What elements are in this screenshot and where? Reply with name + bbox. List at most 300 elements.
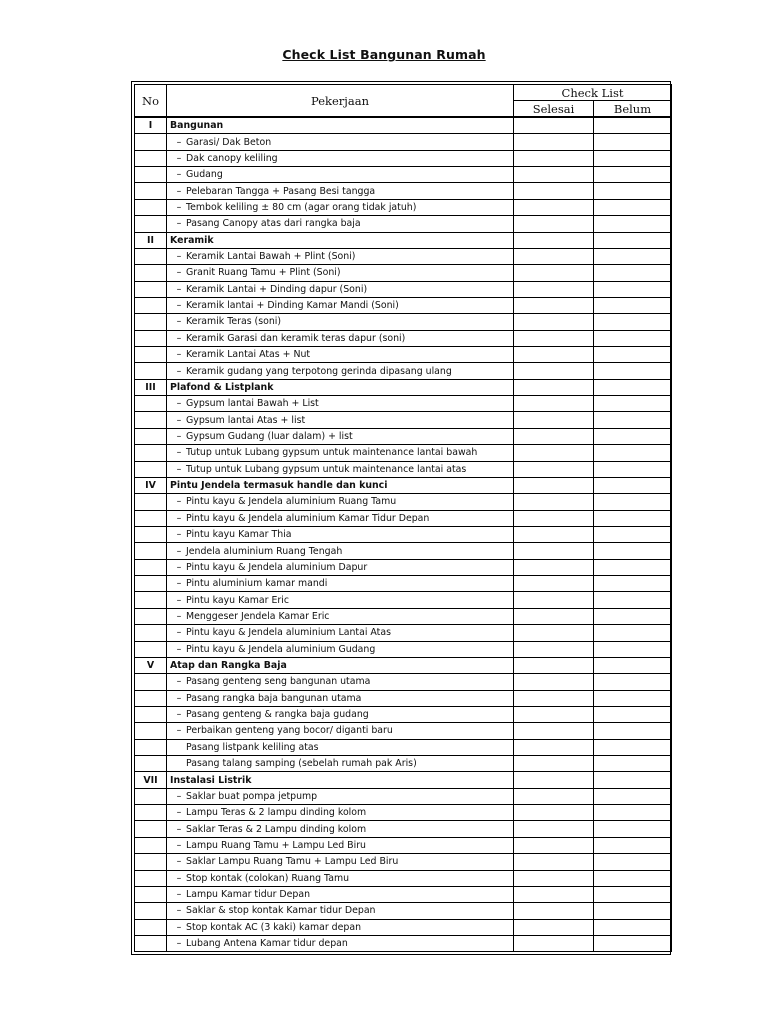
row-text: Lampu Ruang Tamu + Lampu Led Biru: [186, 839, 366, 851]
row-number: [135, 543, 167, 559]
section-row: [135, 379, 672, 395]
row-text: Tembok keliling ± 80 cm (agar orang tidak jatuh): [186, 201, 417, 213]
selesai-checkbox-cell[interactable]: [514, 428, 594, 444]
row-number: V: [135, 657, 167, 673]
row-text: Pasang genteng seng bangunan utama: [186, 676, 371, 688]
row-text: Pintu Jendela termasuk handle dan kunci: [170, 480, 388, 492]
row-text: Stop kontak (colokan) Ruang Tamu: [186, 872, 350, 884]
row-number: [135, 576, 167, 592]
selesai-checkbox-cell[interactable]: [514, 265, 594, 281]
row-pekerjaan: [167, 428, 514, 444]
table-row: [135, 625, 672, 641]
row-pekerjaan: [167, 706, 514, 722]
row-text: Tutup untuk Lubang gypsum untuk maintenance lantai bawah: [186, 447, 478, 459]
selesai-checkbox-cell[interactable]: [514, 183, 594, 199]
row-text: Granit Ruang Tamu + Plint (Soni): [186, 267, 341, 279]
row-number: [135, 216, 167, 232]
row-text: Pintu kayu Kamar Thia: [186, 529, 292, 541]
row-pekerjaan: [167, 641, 514, 657]
belum-checkbox-cell[interactable]: [594, 886, 672, 902]
selesai-checkbox-cell[interactable]: [514, 150, 594, 166]
table-row: [135, 854, 672, 870]
belum-checkbox-cell[interactable]: [594, 232, 672, 248]
selesai-checkbox-cell[interactable]: [514, 690, 594, 706]
row-pekerjaan: [167, 494, 514, 510]
selesai-checkbox-cell[interactable]: [514, 330, 594, 346]
selesai-checkbox-cell[interactable]: [514, 216, 594, 232]
row-text: Keramik: [170, 234, 214, 246]
belum-checkbox-cell[interactable]: [594, 739, 672, 755]
table-row: [135, 150, 672, 166]
selesai-checkbox-cell[interactable]: [514, 837, 594, 853]
belum-checkbox-cell[interactable]: [594, 461, 672, 477]
row-text: Atap dan Rangka Baja: [170, 660, 287, 672]
belum-checkbox-cell[interactable]: [594, 576, 672, 592]
row-pekerjaan: [167, 608, 514, 624]
row-text: Instalasi Listrik: [170, 774, 252, 786]
row-pekerjaan: [167, 117, 514, 134]
selesai-checkbox-cell[interactable]: [514, 821, 594, 837]
row-pekerjaan: [167, 150, 514, 166]
row-number: [135, 281, 167, 297]
bullet-dash: –: [176, 872, 182, 884]
table-row: [135, 756, 672, 772]
table-row: [135, 821, 672, 837]
section-row: [135, 477, 672, 493]
row-number: [135, 330, 167, 346]
belum-checkbox-cell[interactable]: [594, 854, 672, 870]
row-number: [135, 314, 167, 330]
selesai-checkbox-cell[interactable]: [514, 739, 594, 755]
row-pekerjaan: [167, 674, 514, 690]
bullet-dash: –: [176, 627, 182, 639]
belum-checkbox-cell[interactable]: [594, 428, 672, 444]
belum-checkbox-cell[interactable]: [594, 625, 672, 641]
row-pekerjaan: [167, 756, 514, 772]
belum-checkbox-cell[interactable]: [594, 674, 672, 690]
bullet-dash: –: [176, 267, 182, 279]
row-number: [135, 854, 167, 870]
table-row: [135, 870, 672, 886]
table-row: [135, 576, 672, 592]
belum-checkbox-cell[interactable]: [594, 690, 672, 706]
selesai-checkbox-cell[interactable]: [514, 494, 594, 510]
row-pekerjaan: [167, 837, 514, 853]
selesai-checkbox-cell[interactable]: [514, 117, 594, 134]
section-row: [135, 772, 672, 788]
row-text: Lubang Antena Kamar tidur depan: [186, 938, 348, 950]
belum-checkbox-cell[interactable]: [594, 347, 672, 363]
row-pekerjaan: [167, 183, 514, 199]
bullet-dash: –: [176, 136, 182, 148]
row-text: Keramik Lantai + Dinding dapur (Soni): [186, 283, 368, 295]
row-number: [135, 903, 167, 919]
selesai-checkbox-cell[interactable]: [514, 232, 594, 248]
belum-checkbox-cell[interactable]: [594, 526, 672, 542]
belum-checkbox-cell[interactable]: [594, 903, 672, 919]
row-text: Pintu kayu & Jendela aluminium Gudang: [186, 643, 376, 655]
table-row: [135, 281, 672, 297]
selesai-checkbox-cell[interactable]: [514, 788, 594, 804]
bullet-dash: –: [176, 594, 182, 606]
row-pekerjaan: [167, 347, 514, 363]
row-pekerjaan: [167, 886, 514, 902]
bullet-dash: –: [176, 512, 182, 524]
selesai-checkbox-cell[interactable]: [514, 199, 594, 215]
header-pekerjaan: Pekerjaan: [167, 85, 514, 118]
bullet-dash: –: [176, 300, 182, 312]
row-text: Saklar Lampu Ruang Tamu + Lampu Led Biru: [186, 856, 399, 868]
row-number: [135, 805, 167, 821]
row-number: [135, 919, 167, 935]
bullet-dash: –: [176, 839, 182, 851]
selesai-checkbox-cell[interactable]: [514, 510, 594, 526]
table-row: [135, 706, 672, 722]
selesai-checkbox-cell[interactable]: [514, 363, 594, 379]
row-number: [135, 183, 167, 199]
belum-checkbox-cell[interactable]: [594, 477, 672, 493]
row-number: [135, 396, 167, 412]
table-row: [135, 412, 672, 428]
row-number: [135, 935, 167, 951]
belum-checkbox-cell[interactable]: [594, 657, 672, 673]
row-pekerjaan: [167, 559, 514, 575]
row-pekerjaan: [167, 788, 514, 804]
row-number: [135, 199, 167, 215]
row-number: IV: [135, 477, 167, 493]
selesai-checkbox-cell[interactable]: [514, 903, 594, 919]
selesai-checkbox-cell[interactable]: [514, 608, 594, 624]
belum-checkbox-cell[interactable]: [594, 183, 672, 199]
table-row: [135, 903, 672, 919]
selesai-checkbox-cell[interactable]: [514, 347, 594, 363]
belum-checkbox-cell[interactable]: [594, 379, 672, 395]
bullet-dash: –: [176, 218, 182, 230]
belum-checkbox-cell[interactable]: [594, 134, 672, 150]
header-belum: Belum: [594, 101, 672, 118]
selesai-checkbox-cell[interactable]: [514, 935, 594, 951]
belum-checkbox-cell[interactable]: [594, 314, 672, 330]
table-row: [135, 461, 672, 477]
belum-checkbox-cell[interactable]: [594, 297, 672, 313]
belum-checkbox-cell[interactable]: [594, 363, 672, 379]
row-text: Keramik Garasi dan keramik teras dapur (soni): [186, 332, 406, 344]
belum-checkbox-cell[interactable]: [594, 870, 672, 886]
row-pekerjaan: [167, 232, 514, 248]
table-row: [135, 592, 672, 608]
bullet-dash: –: [176, 283, 182, 295]
row-number: [135, 821, 167, 837]
belum-checkbox-cell[interactable]: [594, 167, 672, 183]
belum-checkbox-cell[interactable]: [594, 592, 672, 608]
selesai-checkbox-cell[interactable]: [514, 919, 594, 935]
selesai-checkbox-cell[interactable]: [514, 723, 594, 739]
selesai-checkbox-cell[interactable]: [514, 625, 594, 641]
belum-checkbox-cell[interactable]: [594, 788, 672, 804]
bullet-dash: –: [176, 201, 182, 213]
bullet-dash: –: [176, 545, 182, 557]
selesai-checkbox-cell[interactable]: [514, 281, 594, 297]
belum-checkbox-cell[interactable]: [594, 330, 672, 346]
selesai-checkbox-cell[interactable]: [514, 592, 594, 608]
header-no: No: [135, 85, 167, 118]
row-text: Keramik Lantai Atas + Nut: [186, 349, 311, 361]
table-row: [135, 330, 672, 346]
row-number: [135, 837, 167, 853]
table-row: [135, 510, 672, 526]
bullet-dash: –: [176, 856, 182, 868]
row-text: Garasi/ Dak Beton: [186, 136, 272, 148]
row-text: Pintu kayu & Jendela aluminium Ruang Tamu: [186, 496, 397, 508]
belum-checkbox-cell[interactable]: [594, 723, 672, 739]
bullet-dash: –: [176, 905, 182, 917]
belum-checkbox-cell[interactable]: [594, 821, 672, 837]
table-row: [135, 674, 672, 690]
row-text: Keramik gudang yang terpotong gerinda dipasang ulang: [186, 365, 452, 377]
selesai-checkbox-cell[interactable]: [514, 412, 594, 428]
row-pekerjaan: [167, 723, 514, 739]
row-pekerjaan: [167, 297, 514, 313]
selesai-checkbox-cell[interactable]: [514, 870, 594, 886]
row-pekerjaan: [167, 461, 514, 477]
row-pekerjaan: [167, 625, 514, 641]
table-row: [135, 690, 672, 706]
row-number: I: [135, 117, 167, 134]
checklist-table-frame: [131, 81, 671, 955]
selesai-checkbox-cell[interactable]: [514, 297, 594, 313]
selesai-checkbox-cell[interactable]: [514, 576, 594, 592]
row-number: [135, 739, 167, 755]
row-text: Pasang Canopy atas dari rangka baja: [186, 218, 361, 230]
bullet-dash: –: [176, 398, 182, 410]
selesai-checkbox-cell[interactable]: [514, 167, 594, 183]
row-text: Pintu kayu & Jendela aluminium Lantai Atas: [186, 627, 391, 639]
bullet-dash: –: [176, 349, 182, 361]
row-pekerjaan: [167, 739, 514, 755]
belum-checkbox-cell[interactable]: [594, 494, 672, 510]
selesai-checkbox-cell[interactable]: [514, 657, 594, 673]
belum-checkbox-cell[interactable]: [594, 772, 672, 788]
row-pekerjaan: [167, 935, 514, 951]
table-row: [135, 167, 672, 183]
bullet-dash: –: [176, 561, 182, 573]
row-text: Dak canopy keliling: [186, 152, 278, 164]
row-number: [135, 150, 167, 166]
row-text: Bangunan: [170, 120, 224, 132]
belum-checkbox-cell[interactable]: [594, 117, 672, 134]
document-title: Check List Bangunan Rumah: [282, 47, 486, 62]
selesai-checkbox-cell[interactable]: [514, 461, 594, 477]
bullet-dash: –: [176, 447, 182, 459]
table-row: [135, 805, 672, 821]
row-pekerjaan: [167, 477, 514, 493]
row-number: [135, 347, 167, 363]
row-number: [135, 265, 167, 281]
belum-checkbox-cell[interactable]: [594, 445, 672, 461]
table-row: [135, 428, 672, 444]
row-number: [135, 461, 167, 477]
bullet-dash: –: [176, 414, 182, 426]
row-text: Keramik Lantai Bawah + Plint (Soni): [186, 251, 356, 263]
bullet-dash: –: [176, 692, 182, 704]
row-text: Gypsum lantai Atas + list: [186, 414, 306, 426]
row-number: [135, 674, 167, 690]
table-row: [135, 526, 672, 542]
row-pekerjaan: [167, 576, 514, 592]
row-text: Pintu kayu & Jendela aluminium Kamar Tidur Depan: [186, 512, 430, 524]
selesai-checkbox-cell[interactable]: [514, 477, 594, 493]
selesai-checkbox-cell[interactable]: [514, 674, 594, 690]
row-pekerjaan: [167, 772, 514, 788]
row-number: VII: [135, 772, 167, 788]
row-number: [135, 641, 167, 657]
row-text: Pintu aluminium kamar mandi: [186, 578, 328, 590]
row-text: Saklar buat pompa jetpump: [186, 790, 318, 802]
table-row: [135, 363, 672, 379]
belum-checkbox-cell[interactable]: [594, 919, 672, 935]
row-number: [135, 167, 167, 183]
row-number: [135, 592, 167, 608]
selesai-checkbox-cell[interactable]: [514, 543, 594, 559]
row-text: Pasang genteng & rangka baja gudang: [186, 709, 369, 721]
table-row: [135, 134, 672, 150]
row-pekerjaan: [167, 854, 514, 870]
belum-checkbox-cell[interactable]: [594, 150, 672, 166]
selesai-checkbox-cell[interactable]: [514, 396, 594, 412]
section-row: [135, 117, 672, 134]
row-pekerjaan: [167, 445, 514, 461]
row-number: [135, 134, 167, 150]
selesai-checkbox-cell[interactable]: [514, 854, 594, 870]
selesai-checkbox-cell[interactable]: [514, 805, 594, 821]
row-text: Tutup untuk Lubang gypsum untuk maintenance lantai atas: [186, 463, 467, 475]
row-text: Pintu kayu & Jendela aluminium Dapur: [186, 561, 368, 573]
row-pekerjaan: [167, 821, 514, 837]
header-selesai: Selesai: [514, 101, 594, 118]
selesai-checkbox-cell[interactable]: [514, 379, 594, 395]
row-number: [135, 428, 167, 444]
belum-checkbox-cell[interactable]: [594, 935, 672, 951]
belum-checkbox-cell[interactable]: [594, 248, 672, 264]
row-number: [135, 363, 167, 379]
selesai-checkbox-cell[interactable]: [514, 559, 594, 575]
row-number: [135, 445, 167, 461]
belum-checkbox-cell[interactable]: [594, 837, 672, 853]
bullet-dash: –: [176, 431, 182, 442]
row-text: Lampu Kamar tidur Depan: [186, 889, 311, 901]
row-pekerjaan: [167, 870, 514, 886]
belum-checkbox-cell[interactable]: [594, 396, 672, 412]
row-text: Keramik Teras (soni): [186, 316, 282, 328]
table-row: [135, 788, 672, 804]
belum-checkbox-cell[interactable]: [594, 559, 672, 575]
bullet-dash: –: [176, 921, 182, 933]
row-number: [135, 625, 167, 641]
row-text: Gudang: [186, 169, 223, 181]
bullet-dash: –: [176, 643, 182, 655]
bullet-dash: –: [176, 578, 182, 590]
belum-checkbox-cell[interactable]: [594, 543, 672, 559]
bullet-dash: –: [176, 790, 182, 802]
row-text: Pasang talang samping (sebelah rumah pak Aris): [186, 758, 417, 770]
row-text: Saklar & stop kontak Kamar tidur Depan: [186, 905, 376, 917]
row-number: [135, 526, 167, 542]
belum-checkbox-cell[interactable]: [594, 641, 672, 657]
header-checklist: Check List: [514, 85, 672, 101]
table-row: [135, 641, 672, 657]
row-number: [135, 870, 167, 886]
belum-checkbox-cell[interactable]: [594, 265, 672, 281]
row-pekerjaan: [167, 314, 514, 330]
selesai-checkbox-cell[interactable]: [514, 445, 594, 461]
row-number: III: [135, 379, 167, 395]
selesai-checkbox-cell[interactable]: [514, 526, 594, 542]
selesai-checkbox-cell[interactable]: [514, 641, 594, 657]
bullet-dash: –: [176, 725, 182, 737]
row-number: [135, 494, 167, 510]
bullet-dash: –: [176, 529, 182, 541]
row-pekerjaan: [167, 543, 514, 559]
belum-checkbox-cell[interactable]: [594, 608, 672, 624]
belum-checkbox-cell[interactable]: [594, 216, 672, 232]
belum-checkbox-cell[interactable]: [594, 199, 672, 215]
selesai-checkbox-cell[interactable]: [514, 886, 594, 902]
selesai-checkbox-cell[interactable]: [514, 314, 594, 330]
selesai-checkbox-cell[interactable]: [514, 134, 594, 150]
row-text: Pintu kayu Kamar Eric: [186, 594, 290, 606]
row-pekerjaan: [167, 216, 514, 232]
row-number: [135, 690, 167, 706]
belum-checkbox-cell[interactable]: [594, 510, 672, 526]
table-row: [135, 739, 672, 755]
selesai-checkbox-cell[interactable]: [514, 248, 594, 264]
row-number: [135, 559, 167, 575]
row-pekerjaan: [167, 265, 514, 281]
table-row: [135, 396, 672, 412]
bullet-dash: –: [176, 889, 182, 901]
row-number: [135, 412, 167, 428]
belum-checkbox-cell[interactable]: [594, 281, 672, 297]
row-pekerjaan: [167, 134, 514, 150]
row-pekerjaan: [167, 199, 514, 215]
belum-checkbox-cell[interactable]: [594, 756, 672, 772]
row-number: [135, 886, 167, 902]
checklist-table: [134, 84, 672, 952]
selesai-checkbox-cell[interactable]: [514, 756, 594, 772]
row-number: [135, 723, 167, 739]
table-row: [135, 347, 672, 363]
row-pekerjaan: [167, 526, 514, 542]
row-text: Pelebaran Tangga + Pasang Besi tangga: [186, 185, 376, 197]
row-text: Gypsum Gudang (luar dalam) + list: [186, 431, 353, 442]
bullet-dash: –: [176, 938, 182, 950]
table-header: [135, 85, 672, 118]
row-text: Keramik lantai + Dinding Kamar Mandi (Soni): [186, 300, 399, 312]
section-row: [135, 232, 672, 248]
bullet-dash: –: [176, 496, 182, 508]
row-text: Lampu Teras & 2 lampu dinding kolom: [186, 807, 367, 819]
row-text: Saklar Teras & 2 Lampu dinding kolom: [186, 823, 367, 835]
selesai-checkbox-cell[interactable]: [514, 706, 594, 722]
table-row: [135, 216, 672, 232]
selesai-checkbox-cell[interactable]: [514, 772, 594, 788]
belum-checkbox-cell[interactable]: [594, 412, 672, 428]
belum-checkbox-cell[interactable]: [594, 805, 672, 821]
belum-checkbox-cell[interactable]: [594, 706, 672, 722]
row-text: Pasang listpank keliling atas: [186, 741, 319, 753]
bullet-dash: –: [176, 332, 182, 344]
table-row: [135, 919, 672, 935]
